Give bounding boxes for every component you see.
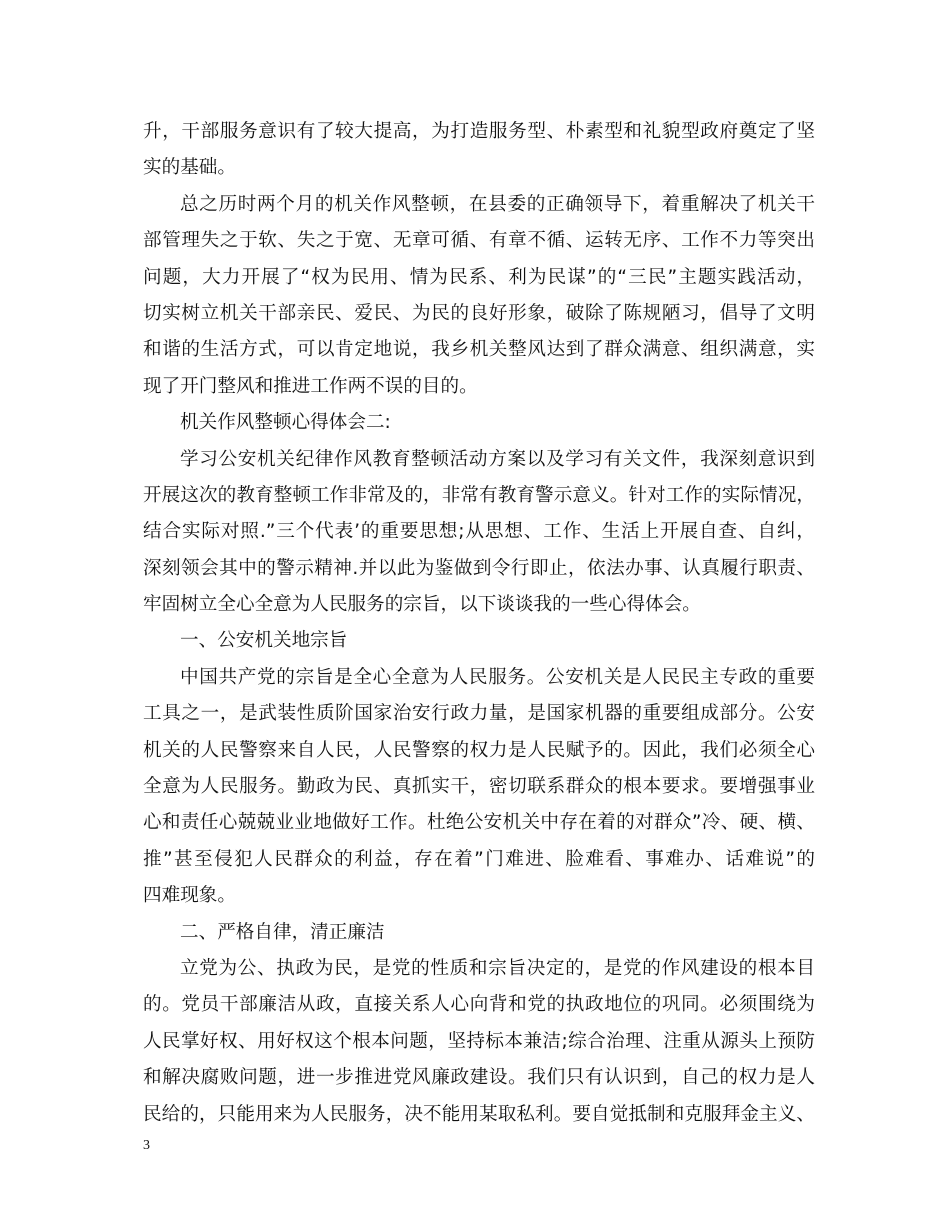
paragraph-line: 结合实际对照.”三个代表’的重要思想;从思想、工作、生活上开展自查、自纠， <box>143 521 815 543</box>
document-body <box>143 114 815 1133</box>
paragraph-line: 深刻领会其中的警示精神.并以此为鉴做到令行即止，依法办事、认真履行职责、 <box>143 557 815 579</box>
paragraph-line: 学习公安机关纪律作风教育整顿活动方案以及学习有关文件，我深刻意识到 <box>180 448 815 470</box>
paragraph-line: 升，干部服务意识有了较大提高，为打造服务型、朴素型和礼貌型政府奠定了坚 <box>143 121 815 142</box>
paragraph-line: 机关的人民警察来自人民，人民警察的权力是人民赋予的。因此，我们必须全心 <box>143 739 815 761</box>
paragraph-line: 总之历时两个月的机关作风整顿，在县委的正确领导下，着重解决了机关干 <box>180 193 815 215</box>
paragraph-line: 切实树立机关干部亲民、爱民、为民的良好形象，破除了陈规陋习，倡导了文明 <box>143 302 815 324</box>
paragraph-line: 人民掌好权、用好权这个根本问题，坚持标本兼洁;综合治理、注重从源头上预防 <box>143 1030 815 1052</box>
paragraph-line: 全意为人民服务。勤政为民、真抓实干，密切联系群众的根本要求。要增强事业 <box>143 776 815 798</box>
paragraph-line: 和解决腐败问题，进一步推进党风廉政建设。我们只有认识到，自己的权力是人 <box>143 1067 815 1089</box>
paragraph-line: 现了开门整风和推进工作两不误的目的。 <box>143 375 478 397</box>
paragraph-line: 开展这次的教育整顿工作非常及的，非常有教育警示意义。针对工作的实际情况， <box>143 484 815 506</box>
paragraph-line: 民给的，只能用来为人民服务，决不能用某取私利。要自觉抵制和克服拜金主义、 <box>143 1103 815 1125</box>
page-number: 3 <box>143 1138 150 1153</box>
paragraph-line: 四难现象。 <box>143 885 236 907</box>
paragraph-line: 中国共产党的宗旨是全心全意为人民服务。公安机关是人民民主专政的重要 <box>180 666 815 688</box>
paragraph-line: 工具之一，是武装性质阶国家治安行政力量，是国家机器的重要组成部分。公安 <box>143 703 815 725</box>
paragraph-line: 和谐的生活方式，可以肯定地说，我乡机关整风达到了群众满意、组织满意，实 <box>143 339 815 361</box>
paragraph-line: 的。党员干部廉洁从政，直接关系人心向背和党的执政地位的巩同。必须围绕为 <box>143 994 815 1016</box>
paragraph-line: 牢固树立全心全意为人民服务的宗旨，以下谈谈我的一些心得体会。 <box>143 594 701 616</box>
paragraph-line: 部管理失之于软、失之于宽、无章可循、有章不循、运转无序、工作不力等突出 <box>143 230 815 252</box>
section-heading: 二、严格自律，清正廉洁 <box>180 921 385 943</box>
paragraph-line: 推”甚至侵犯人民群众的利益，存在着”门难进、脸难看、事难办、话难说”的 <box>143 848 815 870</box>
paragraph-line: 实的基础。 <box>143 157 236 179</box>
paragraph-line: 心和责任心兢兢业业地做好工作。杜绝公安机关中存在着的对群众”冷、硬、横、 <box>143 812 815 834</box>
section-heading: 一、公安机关地宗旨 <box>180 630 348 652</box>
paragraph-line: 立党为公、执政为民，是党的性质和宗旨决定的，是党的作风建设的根本目 <box>180 957 815 979</box>
paragraph-line: 问题，大力开展了“权为民用、情为民系、利为民谋”的“三民”主题实践活动， <box>143 266 815 288</box>
section-heading: 机关作风整顿心得体会二: <box>180 412 391 434</box>
